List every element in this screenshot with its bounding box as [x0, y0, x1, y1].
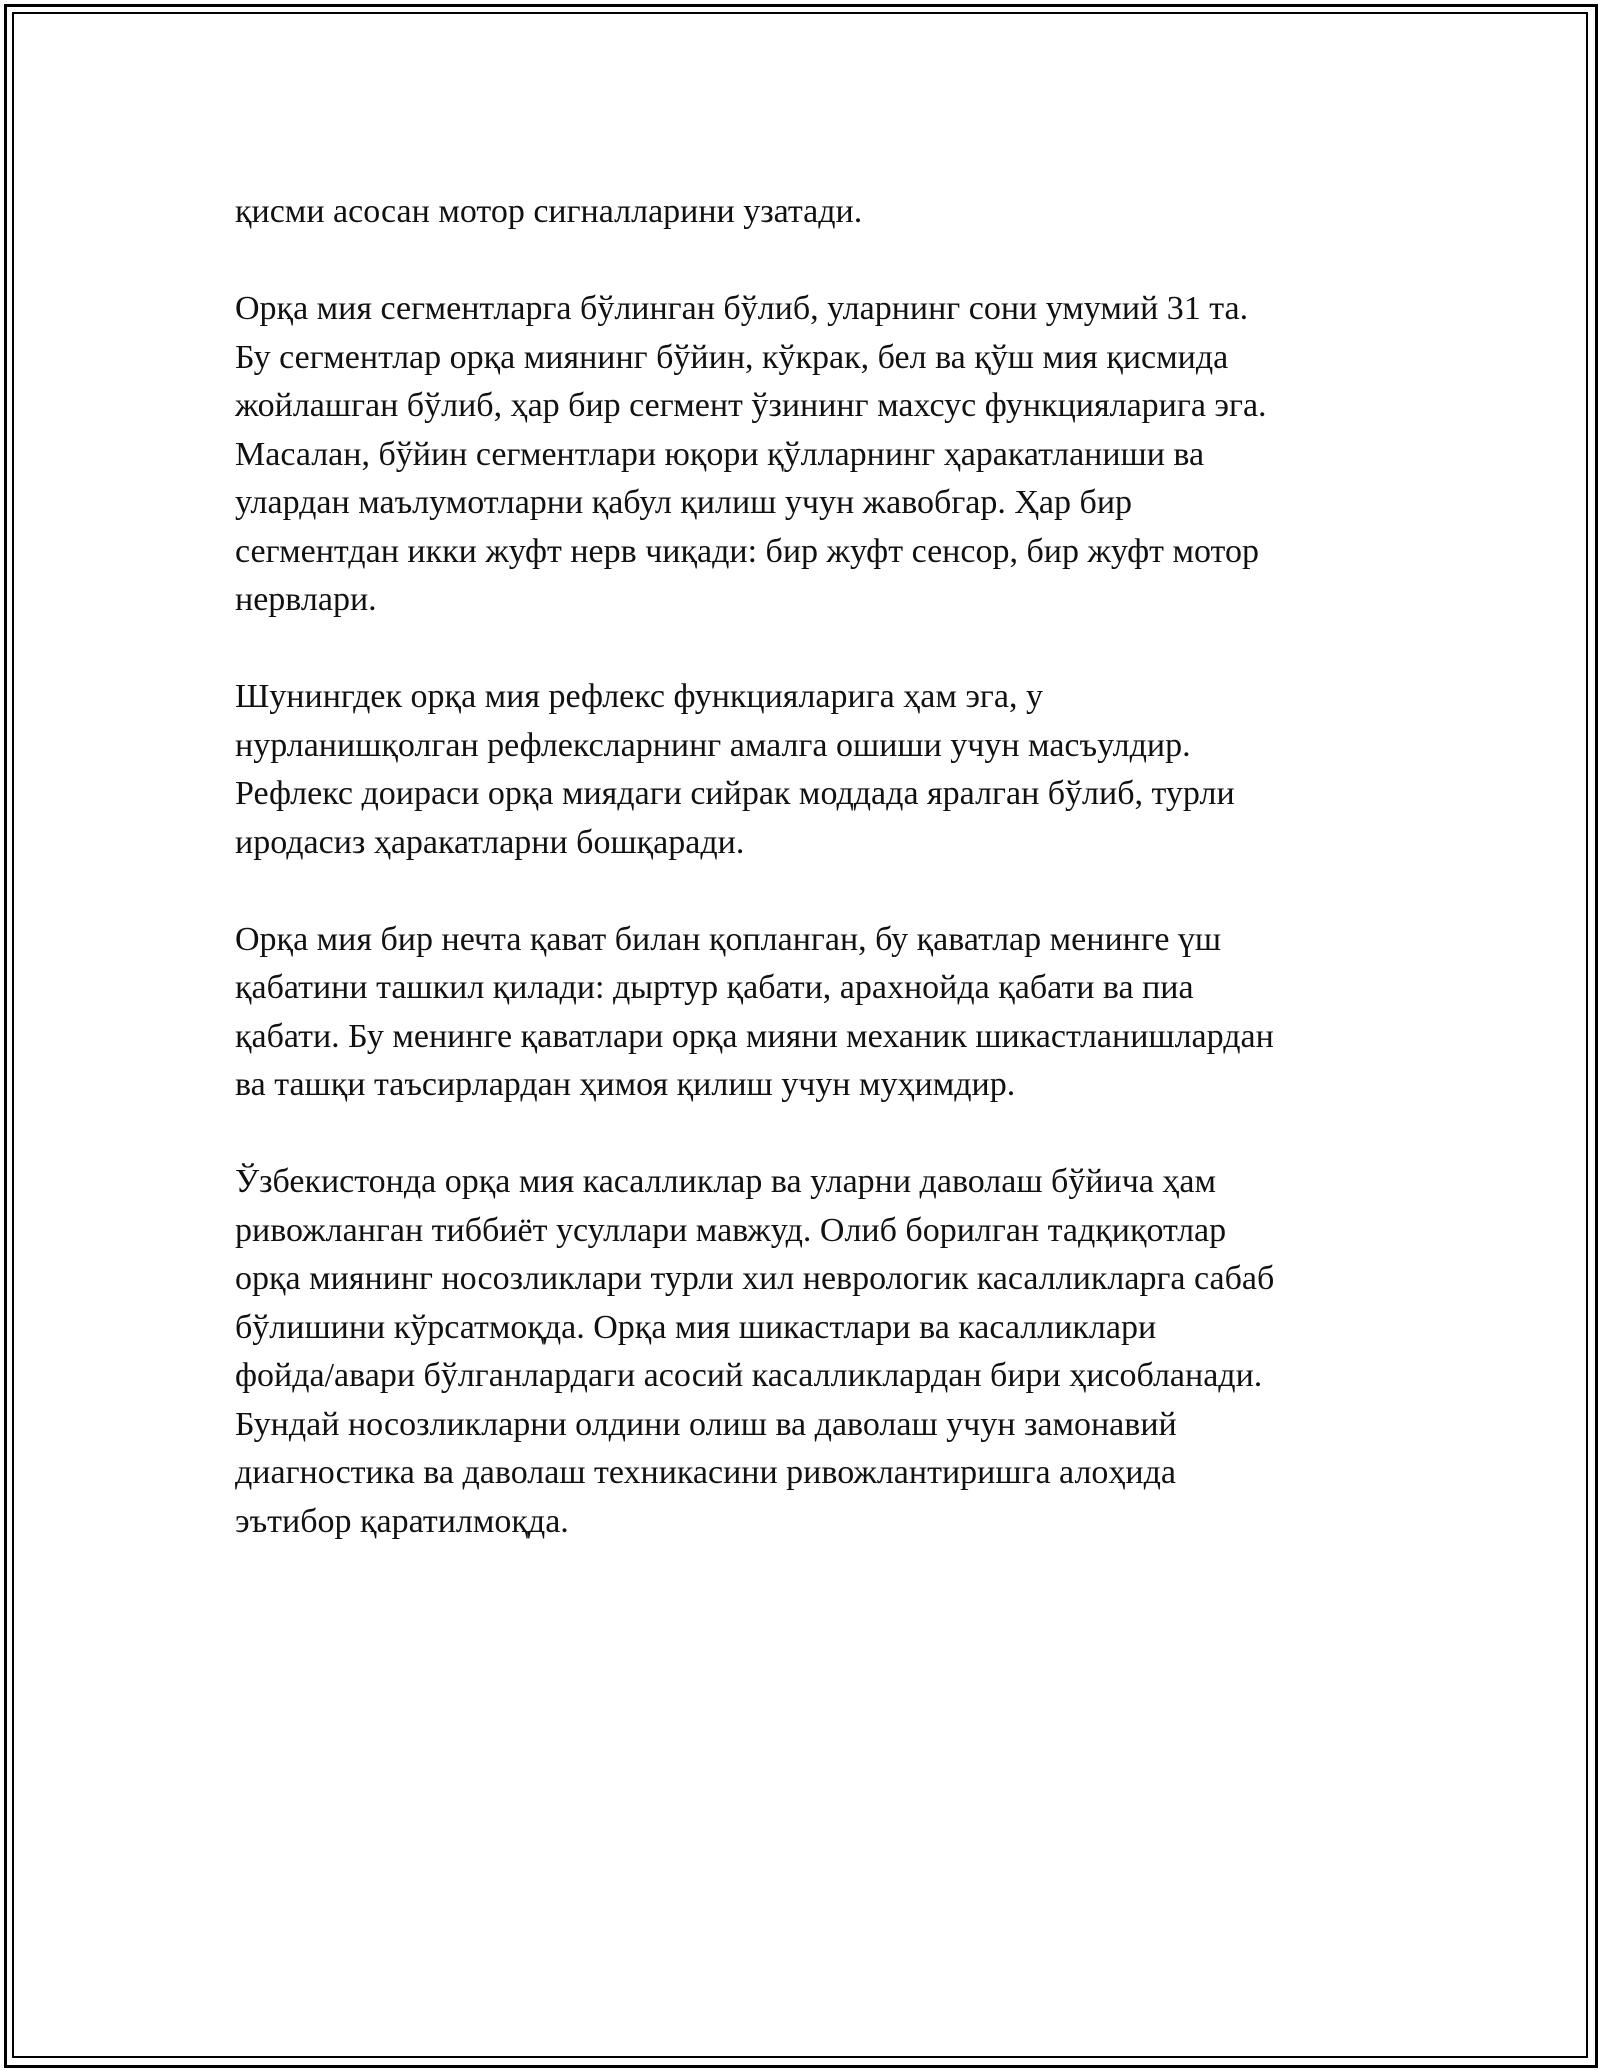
- text-line: ва ташқи таъсирлардан ҳимоя қилиш учун муҳимдир.: [235, 1066, 1016, 1103]
- text-line: сегментдан икки жуфт нерв чиқади: бир жуфт сенсор, бир жуфт мотор: [235, 532, 1259, 570]
- text-line: Бу сегментлар орқа миянинг бўйин, кўкрак, бел ва қўш мия қисмида: [235, 338, 1229, 376]
- text-line: орқа миянинг носозликлари турли хил неврологик касалликларга сабаб: [235, 1260, 1275, 1297]
- text-line: нервлари.: [235, 581, 377, 618]
- paragraph: [235, 285, 1375, 625]
- text-line: қабати. Бу менинге қаватлари орқа мияни механик шикастланишлардан: [235, 1017, 1274, 1055]
- text-line: ривожланган тиббиёт усуллари мавжуд. Олиб борилган тадқиқотлар: [235, 1211, 1227, 1249]
- text-line: Рефлекс доираси орқа миядаги сийрак моддада яралган бўлиб, турли: [235, 775, 1235, 812]
- paragraph: [235, 188, 1375, 237]
- text-line: Орқа мия бир нечта қават билан қопланган, бу қаватлар менинге үш: [235, 920, 1222, 958]
- paragraph: [235, 916, 1375, 1110]
- text-line: жойлашган бўлиб, ҳар бир сегмент ўзининг махсус функцияларига эга.: [235, 387, 1267, 424]
- text-line: эътибор қаратилмоқда.: [235, 1502, 569, 1540]
- text-line: диагностика ва даволаш техникасини ривожлантиришга алоҳида: [235, 1454, 1176, 1491]
- paragraph: [235, 673, 1375, 867]
- text-line: бўлишини кўрсатмоқда. Орқа мия шикастлари ва касалликлари: [235, 1308, 1157, 1346]
- text-line: Орқа мия сегментларга бўлинган бўлиб, уларнинг сони умумий 31 та.: [235, 290, 1249, 327]
- text-line: қабатини ташкил қилади: дыртур қабати, арахнойда қабати ва пиа: [235, 969, 1194, 1006]
- paragraph: [235, 1158, 1375, 1546]
- text-line: Ўзбекистонда орқа мия касалликлар ва уларни даволаш бўйича ҳам: [235, 1163, 1217, 1200]
- text-line: улардан маълумотларни қабул қилиш учун жавобгар. Ҳар бир: [235, 484, 1133, 521]
- text-line: иродасиз ҳаракатларни бошқаради.: [235, 823, 745, 861]
- text-line: Бундай носозликларни олдини олиш ва даволаш учун замонавий: [235, 1405, 1177, 1443]
- text-line: нурланишқолган рефлексларнинг амалга ошиши учун масъулдир.: [235, 726, 1191, 764]
- text-line: Масалан, бўйин сегментлари юқори қўлларнинг ҳаракатланиши ва: [235, 435, 1205, 473]
- text-line: Шунингдек орқа мия рефлекс функцияларига ҳам эга, у: [235, 678, 1043, 715]
- document-body: [235, 188, 1375, 1595]
- text-line: фойда/авари бўлганлардаги асосий касалликлардан бири ҳисобланади.: [235, 1357, 1263, 1394]
- text-line: қисми асосан мотор сигналларини узатади.: [235, 193, 863, 230]
